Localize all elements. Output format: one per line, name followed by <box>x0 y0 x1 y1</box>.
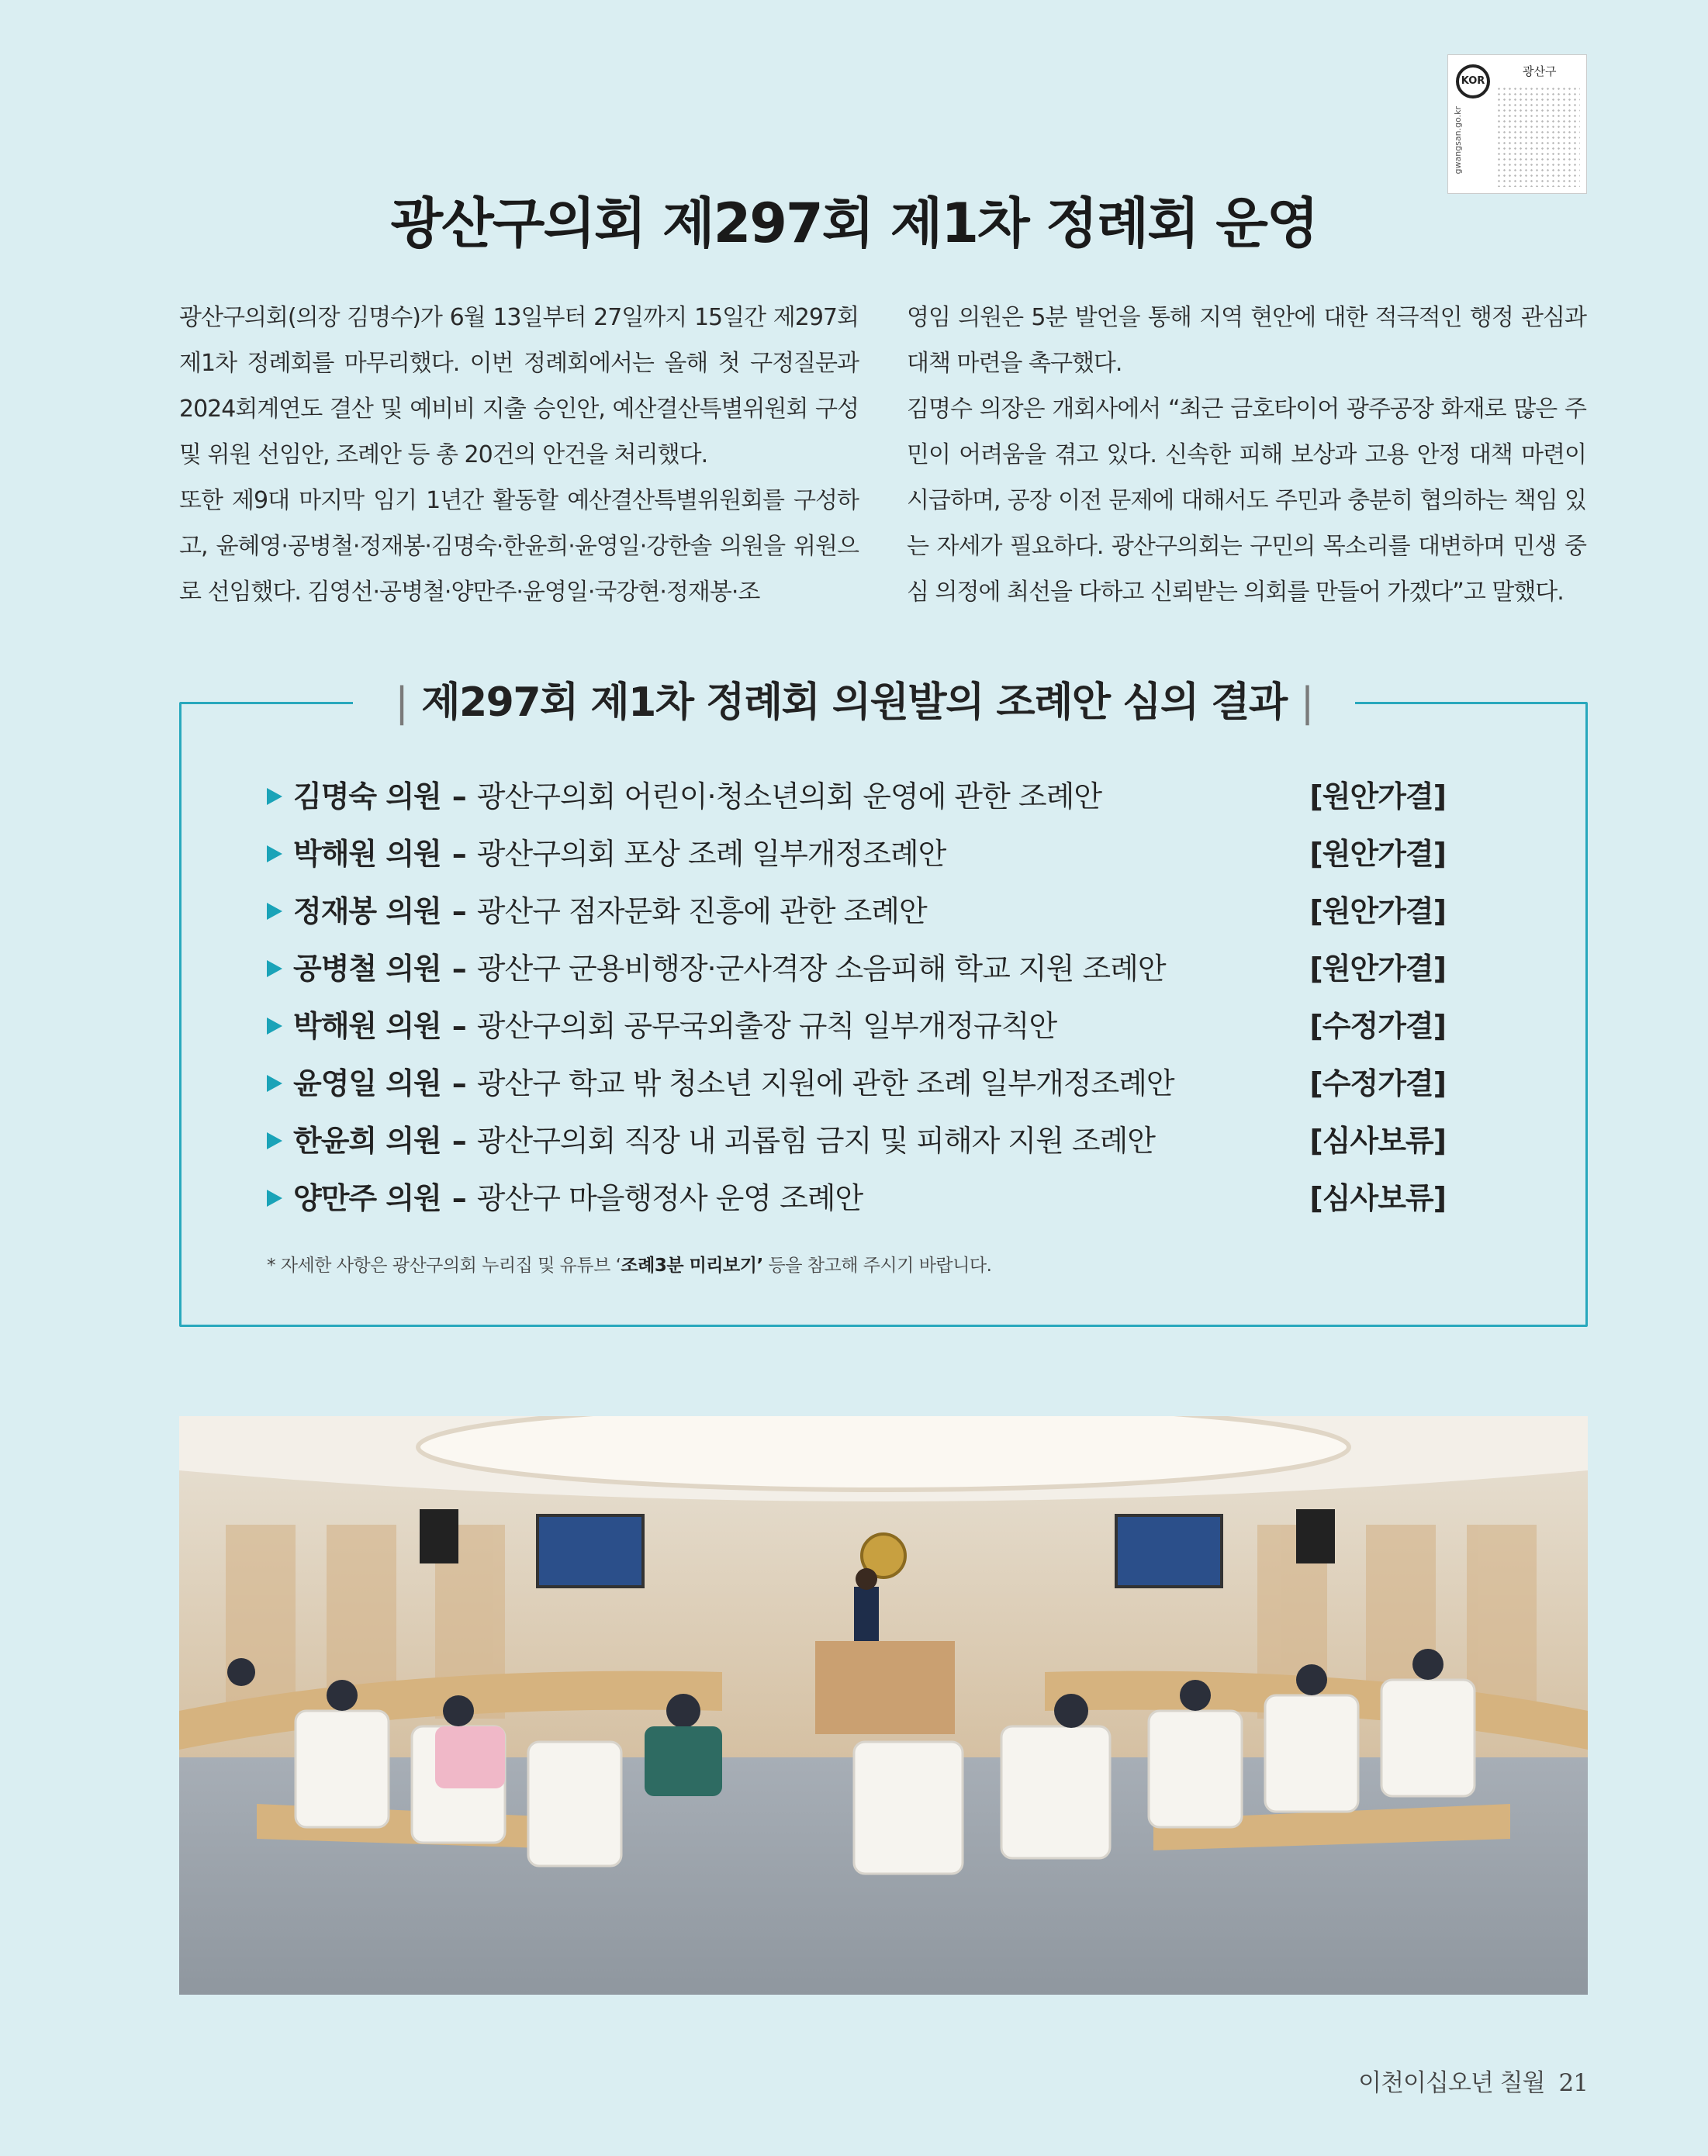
result-badge: [심사보류] <box>1309 1124 1446 1158</box>
paragraph: 또한 제9대 마지막 임기 1년간 활동할 예산결산특별위원회를 구성하고, 윤혜영·공병철·정재봉·김명숙·한윤희·윤영일·강한솔 의원을 위원으로 선임했다. 김영선·공병철·양만주·윤영일·국강현·정재봉·조 <box>179 487 859 606</box>
result-badge: [원안가결] <box>1309 894 1446 928</box>
page-number: 21 <box>1558 2069 1588 2097</box>
dash: – <box>451 779 466 814</box>
dash: – <box>451 837 466 871</box>
dash: – <box>451 1066 466 1100</box>
triangle-bullet-icon <box>267 903 282 920</box>
triangle-bullet-icon <box>267 845 282 862</box>
list-item <box>267 997 1446 1055</box>
triangle-bullet-icon <box>267 788 282 805</box>
bill-title: 광산구 마을행정사 운영 조례안 <box>476 1181 863 1215</box>
triangle-bullet-icon <box>267 1075 282 1092</box>
dash: – <box>451 1009 466 1043</box>
bill-title: 광산구의회 포상 조례 일부개정조례안 <box>476 837 946 871</box>
member-name: 한윤희 의원 <box>293 1124 441 1158</box>
results-title-wrap <box>0 673 1708 732</box>
qr-side-text: gwangsan.go.kr <box>1453 106 1463 174</box>
member-name: 공병철 의원 <box>293 952 441 986</box>
member-name: 양만주 의원 <box>293 1181 441 1215</box>
dash: – <box>451 1124 466 1158</box>
member-name: 정재봉 의원 <box>293 894 441 928</box>
body-column-left <box>179 295 859 615</box>
member-name: 박해원 의원 <box>293 1009 441 1043</box>
list-item <box>267 768 1446 825</box>
triangle-bullet-icon <box>267 1132 282 1149</box>
body-column-right <box>907 295 1586 615</box>
footnote-bold: 조례3분 미리보기’ <box>621 1256 763 1276</box>
paragraph: 광산구의회(의장 김명수)가 6월 13일부터 27일까지 15일간 제297회 제1차 정례회를 마무리했다. 이번 정례회에서는 올해 첫 구정질문과 2024회계연도 결산 및 예비비 지출 승인안, 예산결산특별위원회 구성 및 위원 선임안, 조례안 등 총 20건의 안건을 처리했다. <box>179 304 859 468</box>
triangle-bullet-icon <box>267 960 282 977</box>
triangle-bullet-icon <box>267 1018 282 1035</box>
list-item <box>267 825 1446 883</box>
page-title: 광산구의회 제297회 제1차 정례회 운영 <box>390 192 1318 255</box>
results-title: 제297회 제1차 정례회 의원발의 조례안 심의 결과 <box>421 679 1287 726</box>
issue-label: 이천이십오년 칠월 <box>1358 2069 1545 2097</box>
page-footer <box>1358 2063 1588 2098</box>
dash: – <box>451 894 466 928</box>
member-name: 김명숙 의원 <box>293 779 441 814</box>
qr-code[interactable] <box>1447 54 1587 194</box>
council-chamber-photo <box>179 1416 1588 1995</box>
bill-title: 광산구 점자문화 진흥에 관한 조례안 <box>476 894 927 928</box>
result-badge: [수정가결] <box>1309 1009 1446 1043</box>
bill-title: 광산구의회 어린이·청소년의회 운영에 관한 조례안 <box>476 779 1102 814</box>
list-item <box>267 883 1446 940</box>
footnote-text: 등을 참고해 주시기 바랍니다. <box>762 1256 992 1276</box>
bill-title: 광산구의회 직장 내 괴롭힘 금지 및 피해자 지원 조례안 <box>476 1124 1155 1158</box>
bill-title: 광산구의회 공무국외출장 규칙 일부개정규칙안 <box>476 1009 1057 1043</box>
triangle-bullet-icon <box>267 1190 282 1207</box>
member-name: 윤영일 의원 <box>293 1066 441 1100</box>
member-name: 박해원 의원 <box>293 837 441 871</box>
dash: – <box>451 1181 466 1215</box>
dash: – <box>451 952 466 986</box>
paragraph: 영임 의원은 5분 발언을 통해 지역 현안에 대한 적극적인 행정 관심과 대책 마련을 촉구했다. <box>907 304 1586 377</box>
result-badge: [원안가결] <box>1309 952 1446 986</box>
list-item <box>267 940 1446 997</box>
result-badge: [심사보류] <box>1309 1181 1446 1215</box>
result-badge: [원안가결] <box>1309 779 1446 814</box>
divider-bar: | <box>395 679 408 726</box>
results-list <box>267 768 1446 1227</box>
result-badge: [수정가결] <box>1309 1066 1446 1100</box>
list-item <box>267 1112 1446 1170</box>
list-item <box>267 1170 1446 1227</box>
result-badge: [원안가결] <box>1309 837 1446 871</box>
list-item <box>267 1055 1446 1112</box>
qr-pattern-icon <box>1496 86 1580 187</box>
qr-label: 광산구 <box>1523 64 1557 78</box>
kor-badge-icon: KOR <box>1456 64 1490 98</box>
divider-bar: | <box>1300 679 1313 726</box>
paragraph: 김명수 의장은 개회사에서 “최근 금호타이어 광주공장 화재로 많은 주민이 어려움을 겪고 있다. 신속한 피해 보상과 고용 안정 대책 마련이 시급하며, 공장 이전 문제에 대해서도 주민과 충분히 협의하는 책임 있는 자세가 필요하다. 광산구의회는 구민의 목소리를 대변하며 민생 중심 의정에 최선을 다하고 신뢰받는 의회를 만들어 가겠다”고 말했다. <box>907 396 1586 606</box>
footnote-text: * 자세한 사항은 광산구의회 누리집 및 유튜브 ‘ <box>267 1256 621 1276</box>
bill-title: 광산구 학교 밖 청소년 지원에 관한 조례 일부개정조례안 <box>476 1066 1174 1100</box>
footnote <box>267 1251 991 1277</box>
bill-title: 광산구 군용비행장·군사격장 소음피해 학교 지원 조례안 <box>476 952 1166 986</box>
